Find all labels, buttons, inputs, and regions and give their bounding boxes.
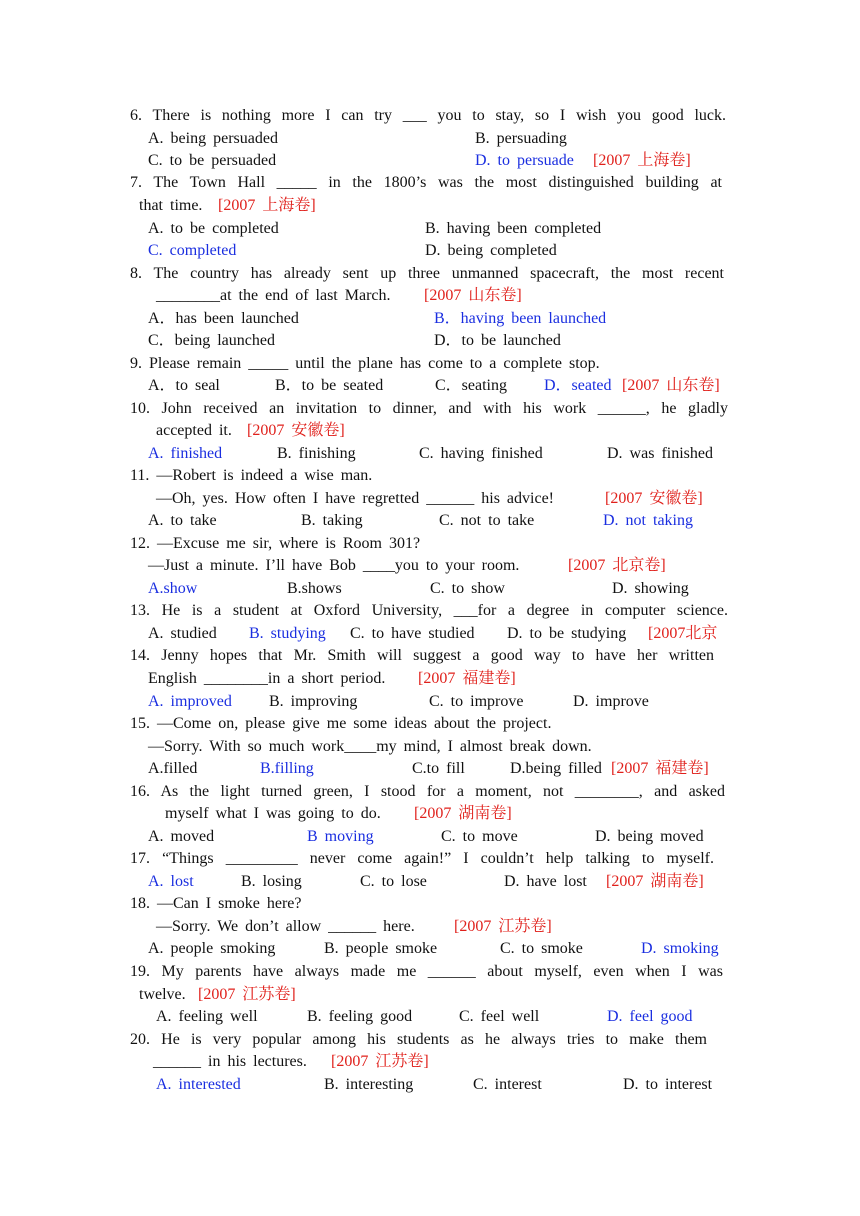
question-14-stem-cont: English ________in a short period. xyxy=(148,670,386,687)
question-13-stem: 13. He is a student at Oxford University, ___for a degree in computer science. xyxy=(130,602,728,619)
question-14-option-a-answer: A. improved xyxy=(148,693,232,710)
question-16-option-c: C. to move xyxy=(441,828,518,845)
question-18-option-d-answer: D. smoking xyxy=(641,940,719,957)
question-13-source: [2007北京 xyxy=(648,625,718,642)
question-9-option-d-answer: D．seated xyxy=(544,377,612,394)
question-20-source: [2007 江苏卷] xyxy=(331,1053,429,1070)
question-15-stem-cont: —Sorry. With so much work____my mind, I almost break down. xyxy=(148,738,592,755)
question-13-option-c: C. to have studied xyxy=(350,625,475,642)
question-14-option-d: D. improve xyxy=(573,693,649,710)
question-20-option-c: C. interest xyxy=(473,1076,542,1093)
question-6-option-a: A. being persuaded xyxy=(148,130,278,147)
question-19-option-b: B. feeling good xyxy=(307,1008,413,1025)
question-9-option-c: C．seating xyxy=(435,377,507,394)
question-11-option-c: C. not to take xyxy=(439,512,535,529)
question-6-stem: 6. There is nothing more I can try ___ you to stay, so I wish you good luck. xyxy=(130,107,726,124)
question-7-stem: 7. The Town Hall _____ in the 1800’s was the most distinguished building at xyxy=(130,174,722,191)
question-14-stem: 14. Jenny hopes that Mr. Smith will suggest a good way to have her written xyxy=(130,647,714,664)
question-14-option-b: B. improving xyxy=(269,693,358,710)
question-14-source: [2007 福建卷] xyxy=(418,670,516,687)
question-10-option-c: C. having finished xyxy=(419,445,543,462)
question-20-option-b: B. interesting xyxy=(324,1076,414,1093)
question-9-stem: 9. Please remain _____ until the plane has come to a complete stop. xyxy=(130,355,600,372)
question-9-option-b: B．to be seated xyxy=(275,377,384,394)
question-16-source: [2007 湖南卷] xyxy=(414,805,512,822)
question-19-option-c: C. feel well xyxy=(459,1008,540,1025)
question-12-option-d: D. showing xyxy=(612,580,689,597)
question-12-stem: 12. —Excuse me sir, where is Room 301? xyxy=(130,535,421,552)
question-6-option-b: B. persuading xyxy=(475,130,567,147)
question-8-stem: 8. The country has already sent up three unmanned spacecraft, the most recent xyxy=(130,265,724,282)
question-13-option-a: A. studied xyxy=(148,625,217,642)
question-19-stem: 19. My parents have always made me ______ about myself, even when I was xyxy=(130,963,723,980)
question-6-option-d-answer: D. to persuade xyxy=(475,152,574,169)
question-11-stem-cont: —Oh, yes. How often I have regretted ______ his advice! xyxy=(156,490,554,507)
question-8-stem-cont: ________at the end of last March. xyxy=(156,287,391,304)
question-19-option-d-answer: D. feel good xyxy=(607,1008,693,1025)
question-18-option-a: A. people smoking xyxy=(148,940,276,957)
question-10-option-b: B. finishing xyxy=(277,445,356,462)
question-7-option-b: B. having been completed xyxy=(425,220,602,237)
question-12-option-a-answer: A.show xyxy=(148,580,198,597)
question-8-source: [2007 山东卷] xyxy=(424,287,522,304)
question-15-option-b-answer: B.filling xyxy=(260,760,314,777)
question-18-source: [2007 江苏卷] xyxy=(454,918,552,935)
question-7-option-c-answer: C. completed xyxy=(148,242,237,259)
question-20-option-a-answer: A. interested xyxy=(156,1076,241,1093)
question-17-option-d: D. have lost xyxy=(504,873,587,890)
question-17-option-c: C. to lose xyxy=(360,873,427,890)
question-10-option-a-answer: A. finished xyxy=(148,445,223,462)
question-17-option-a-answer: A. lost xyxy=(148,873,194,890)
question-10-stem: 10. John received an invitation to dinner, and with his work ______, he gladly xyxy=(130,400,728,417)
question-11-source: [2007 安徽卷] xyxy=(605,490,703,507)
question-15-option-c: C.to fill xyxy=(412,760,465,777)
question-7-stem-cont: that time. xyxy=(139,197,203,214)
question-10-option-d: D. was finished xyxy=(607,445,713,462)
question-6-option-c: C. to be persuaded xyxy=(148,152,277,169)
question-19-stem-cont: twelve. xyxy=(139,986,186,1003)
question-11-option-d-answer: D. not taking xyxy=(603,512,693,529)
question-11-stem: 11. —Robert is indeed a wise man. xyxy=(130,467,373,484)
question-15-option-d: D.being filled xyxy=(510,760,602,777)
question-16-stem-cont: myself what I was going to do. xyxy=(165,805,381,822)
question-15-option-a: A.filled xyxy=(148,760,198,777)
question-18-option-c: C. to smoke xyxy=(500,940,583,957)
question-15-stem: 15. —Come on, please give me some ideas about the project. xyxy=(130,715,552,732)
question-17-stem: 17. “Things _________ never come again!” I couldn’t help talking to myself. xyxy=(130,850,714,867)
question-8-option-d: D．to be launched xyxy=(434,332,561,349)
question-9-source: [2007 山东卷] xyxy=(622,377,720,394)
question-17-source: [2007 湖南卷] xyxy=(606,873,704,890)
question-7-option-a: A. to be completed xyxy=(148,220,279,237)
question-20-stem: 20. He is very popular among his students as he always tries to make them xyxy=(130,1031,707,1048)
question-12-source: [2007 北京卷] xyxy=(568,557,666,574)
question-13-option-d: D. to be studying xyxy=(507,625,627,642)
question-7-source: [2007 上海卷] xyxy=(218,197,316,214)
question-11-option-a: A. to take xyxy=(148,512,217,529)
question-19-source: [2007 江苏卷] xyxy=(198,986,296,1003)
question-17-option-b: B. losing xyxy=(241,873,302,890)
question-14-option-c: C. to improve xyxy=(429,693,524,710)
question-6-source: [2007 上海卷] xyxy=(593,152,691,169)
question-10-stem-cont: accepted it. xyxy=(156,422,232,439)
question-19-option-a: A. feeling well xyxy=(156,1008,258,1025)
question-12-option-b: B.shows xyxy=(287,580,342,597)
question-9-option-a: A．to seal xyxy=(148,377,220,394)
question-20-stem-cont: ______ in his lectures. xyxy=(153,1053,307,1070)
question-10-source: [2007 安徽卷] xyxy=(247,422,345,439)
question-11-option-b: B. taking xyxy=(301,512,363,529)
question-8-option-c: C．being launched xyxy=(148,332,275,349)
question-16-option-d: D. being moved xyxy=(595,828,704,845)
question-8-option-b-answer: B．having been launched xyxy=(434,310,607,327)
question-16-stem: 16. As the light turned green, I stood for a moment, not ________, and asked xyxy=(130,783,725,800)
question-16-option-a: A. moved xyxy=(148,828,215,845)
question-15-source: [2007 福建卷] xyxy=(611,760,709,777)
question-7-option-d: D. being completed xyxy=(425,242,557,259)
question-18-stem-cont: —Sorry. We don’t allow ______ here. xyxy=(156,918,415,935)
question-12-stem-cont: —Just a minute. I’ll have Bob ____you to your room. xyxy=(148,557,520,574)
question-20-option-d: D. to interest xyxy=(623,1076,713,1093)
question-12-option-c: C. to show xyxy=(430,580,505,597)
question-16-option-b-answer: B moving xyxy=(307,828,374,845)
question-8-option-a: A．has been launched xyxy=(148,310,299,327)
question-18-stem: 18. —Can I smoke here? xyxy=(130,895,302,912)
question-13-option-b-answer: B. studying xyxy=(249,625,326,642)
question-18-option-b: B. people smoke xyxy=(324,940,438,957)
